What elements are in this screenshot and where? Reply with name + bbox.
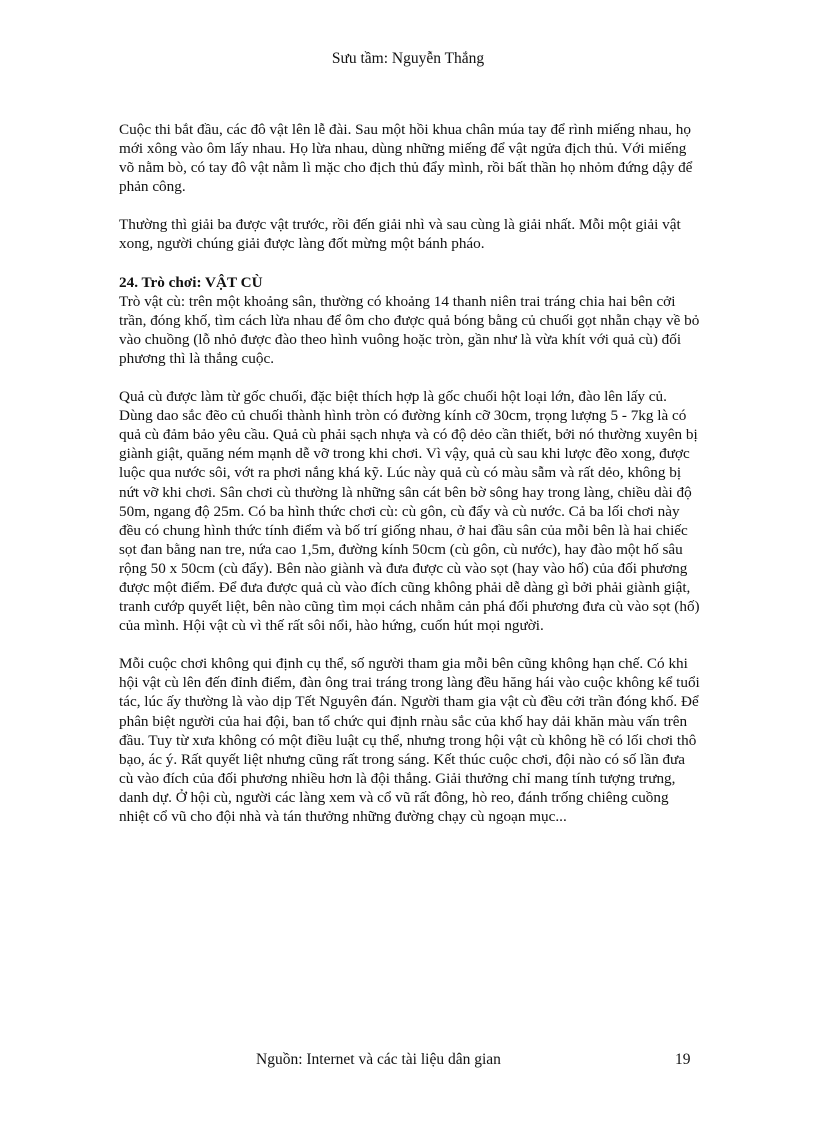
paragraph: Quả cù được làm từ gốc chuối, đặc biệt thích hợp là gốc chuối hột loại lớn, đào lên lấy củ. Dùng dao sắc đẽo củ chuối thành hình tròn có đường kính cỡ 30cm, trọng lượng 5 - 7kg là có quả cù đảm bảo yêu cầu. Quả cù phải sạch nhựa và có độ dẻo cần thiết, bởi nó thường xuyên bị giành giật, quăng ném mạnh dễ vỡ trong khi chơi. Vì vậy, quả cù sau khi lược đẽo xong, được luộc qua nước sôi, vớt ra phơi nắng khá kỹ. Lúc này quả cù có màu sẫm và rất dẻo, không bị nứt vỡ khi chơi. Sân chơi cù thường là những sân cát bên bờ sông hay trong làng, chiều dài độ 50m, ngang độ 25m. Có ba hình thức chơi cù: cù gôn, cù đẩy và cù nước. Cả ba lối chơi này đều có chung hình thức tính điểm và bố trí giống nhau, ở hai đầu sân của mỗi bên là hai chiếc sọt đan bằng nan tre, nứa cao 1,5m, đường kính 50cm (cù gôn, cù nước), hay đào một hố sâu rộng 50 x 50cm (cù đẩy). Bên nào giành và đưa được cù vào sọt (hay vào hố) của đối phương được một điểm. Để đưa được quả cù vào đích cũng không phải dễ dàng gì bởi phải giành giật, tranh cướp quyết liệt, bên nào cũng tìm mọi cách nhằm cản phá đối phương đưa cù vào sọt (hố) của mình. Hội vật cù vì thế rất sôi nổi, hào hứng, cuốn hút mọi người.: [119, 388, 700, 635]
page-content: [119, 120, 701, 845]
page-number: 19: [675, 1051, 691, 1068]
paragraph: Trò vật cù: trên một khoảng sân, thường có khoảng 14 thanh niên trai tráng chia hai bên cởi trần, đóng khố, tìm cách lừa nhau để ôm cho được quả bóng bằng củ chuối gọt nhẵn chạy về bỏ vào chuồng (lỗ nhỏ được đào theo hình vuông hoặc tròn, gần như là vừa khít với quả cù) đối phương thì là thắng cuộc.: [119, 292, 700, 367]
section-heading: 24. Trò chơi: VẬT CÙ: [119, 273, 263, 291]
footer-source: Nguồn: Internet và các tài liệu dân gian: [256, 1051, 501, 1068]
paragraph: Cuộc thi bắt đầu, các đô vật lên lễ đài. Sau một hồi khua chân múa tay để rình miếng nhau, họ mới xông vào ôm lấy nhau. Họ lừa nhau, dùng những miếng để vật ngửa địch thủ. Với miếng võ nằm bò, có tay đô vật nằm lì mặc cho địch thủ đẩy mình, rồi bất thần họ nhỏm đứng dậy để phản công.: [119, 121, 693, 196]
paragraph: Mỗi cuộc chơi không qui định cụ thể, số người tham gia mỗi bên cũng không hạn chế. Có khi hội vật cù lên đến đỉnh điểm, đàn ông trai tráng trong làng đều hăng hái vào cuộc không kể tuổi tác, lúc ấy thường là vào dịp Tết Nguyên đán. Người tham gia vật cù đều cởi trần đóng khố. Để phân biệt người của hai đội, ban tổ chức qui định rnàu sắc của khố hay dải khăn màu vấn trên đầu. Tuy từ xưa không có một điều luật cụ thể, nhưng trong hội vật cù không hề có lối chơi thô bạo, ác ý. Rất quyết liệt nhưng cũng rất trong sáng. Kết thúc cuộc chơi, đội nào có số lần đưa cù vào đích của đối phương nhiều hơn là đội thắng. Giải thưởng chỉ mang tính tượng trưng, danh dự. Ở hội cù, người các làng xem và cổ vũ rất đông, hò reo, đánh trống chiêng cuồng nhiệt cổ vũ cho đội nhà và tán thưởng những đường chạy cù ngoạn mục...: [119, 655, 700, 825]
page-header: Sưu tầm: Nguyễn Thắng: [331, 50, 485, 67]
paragraph: Thường thì giải ba được vật trước, rồi đến giải nhì và sau cùng là giải nhất. Mỗi một giải vật xong, người chúng giải được làng đốt mừng một bánh pháo.: [119, 216, 681, 253]
